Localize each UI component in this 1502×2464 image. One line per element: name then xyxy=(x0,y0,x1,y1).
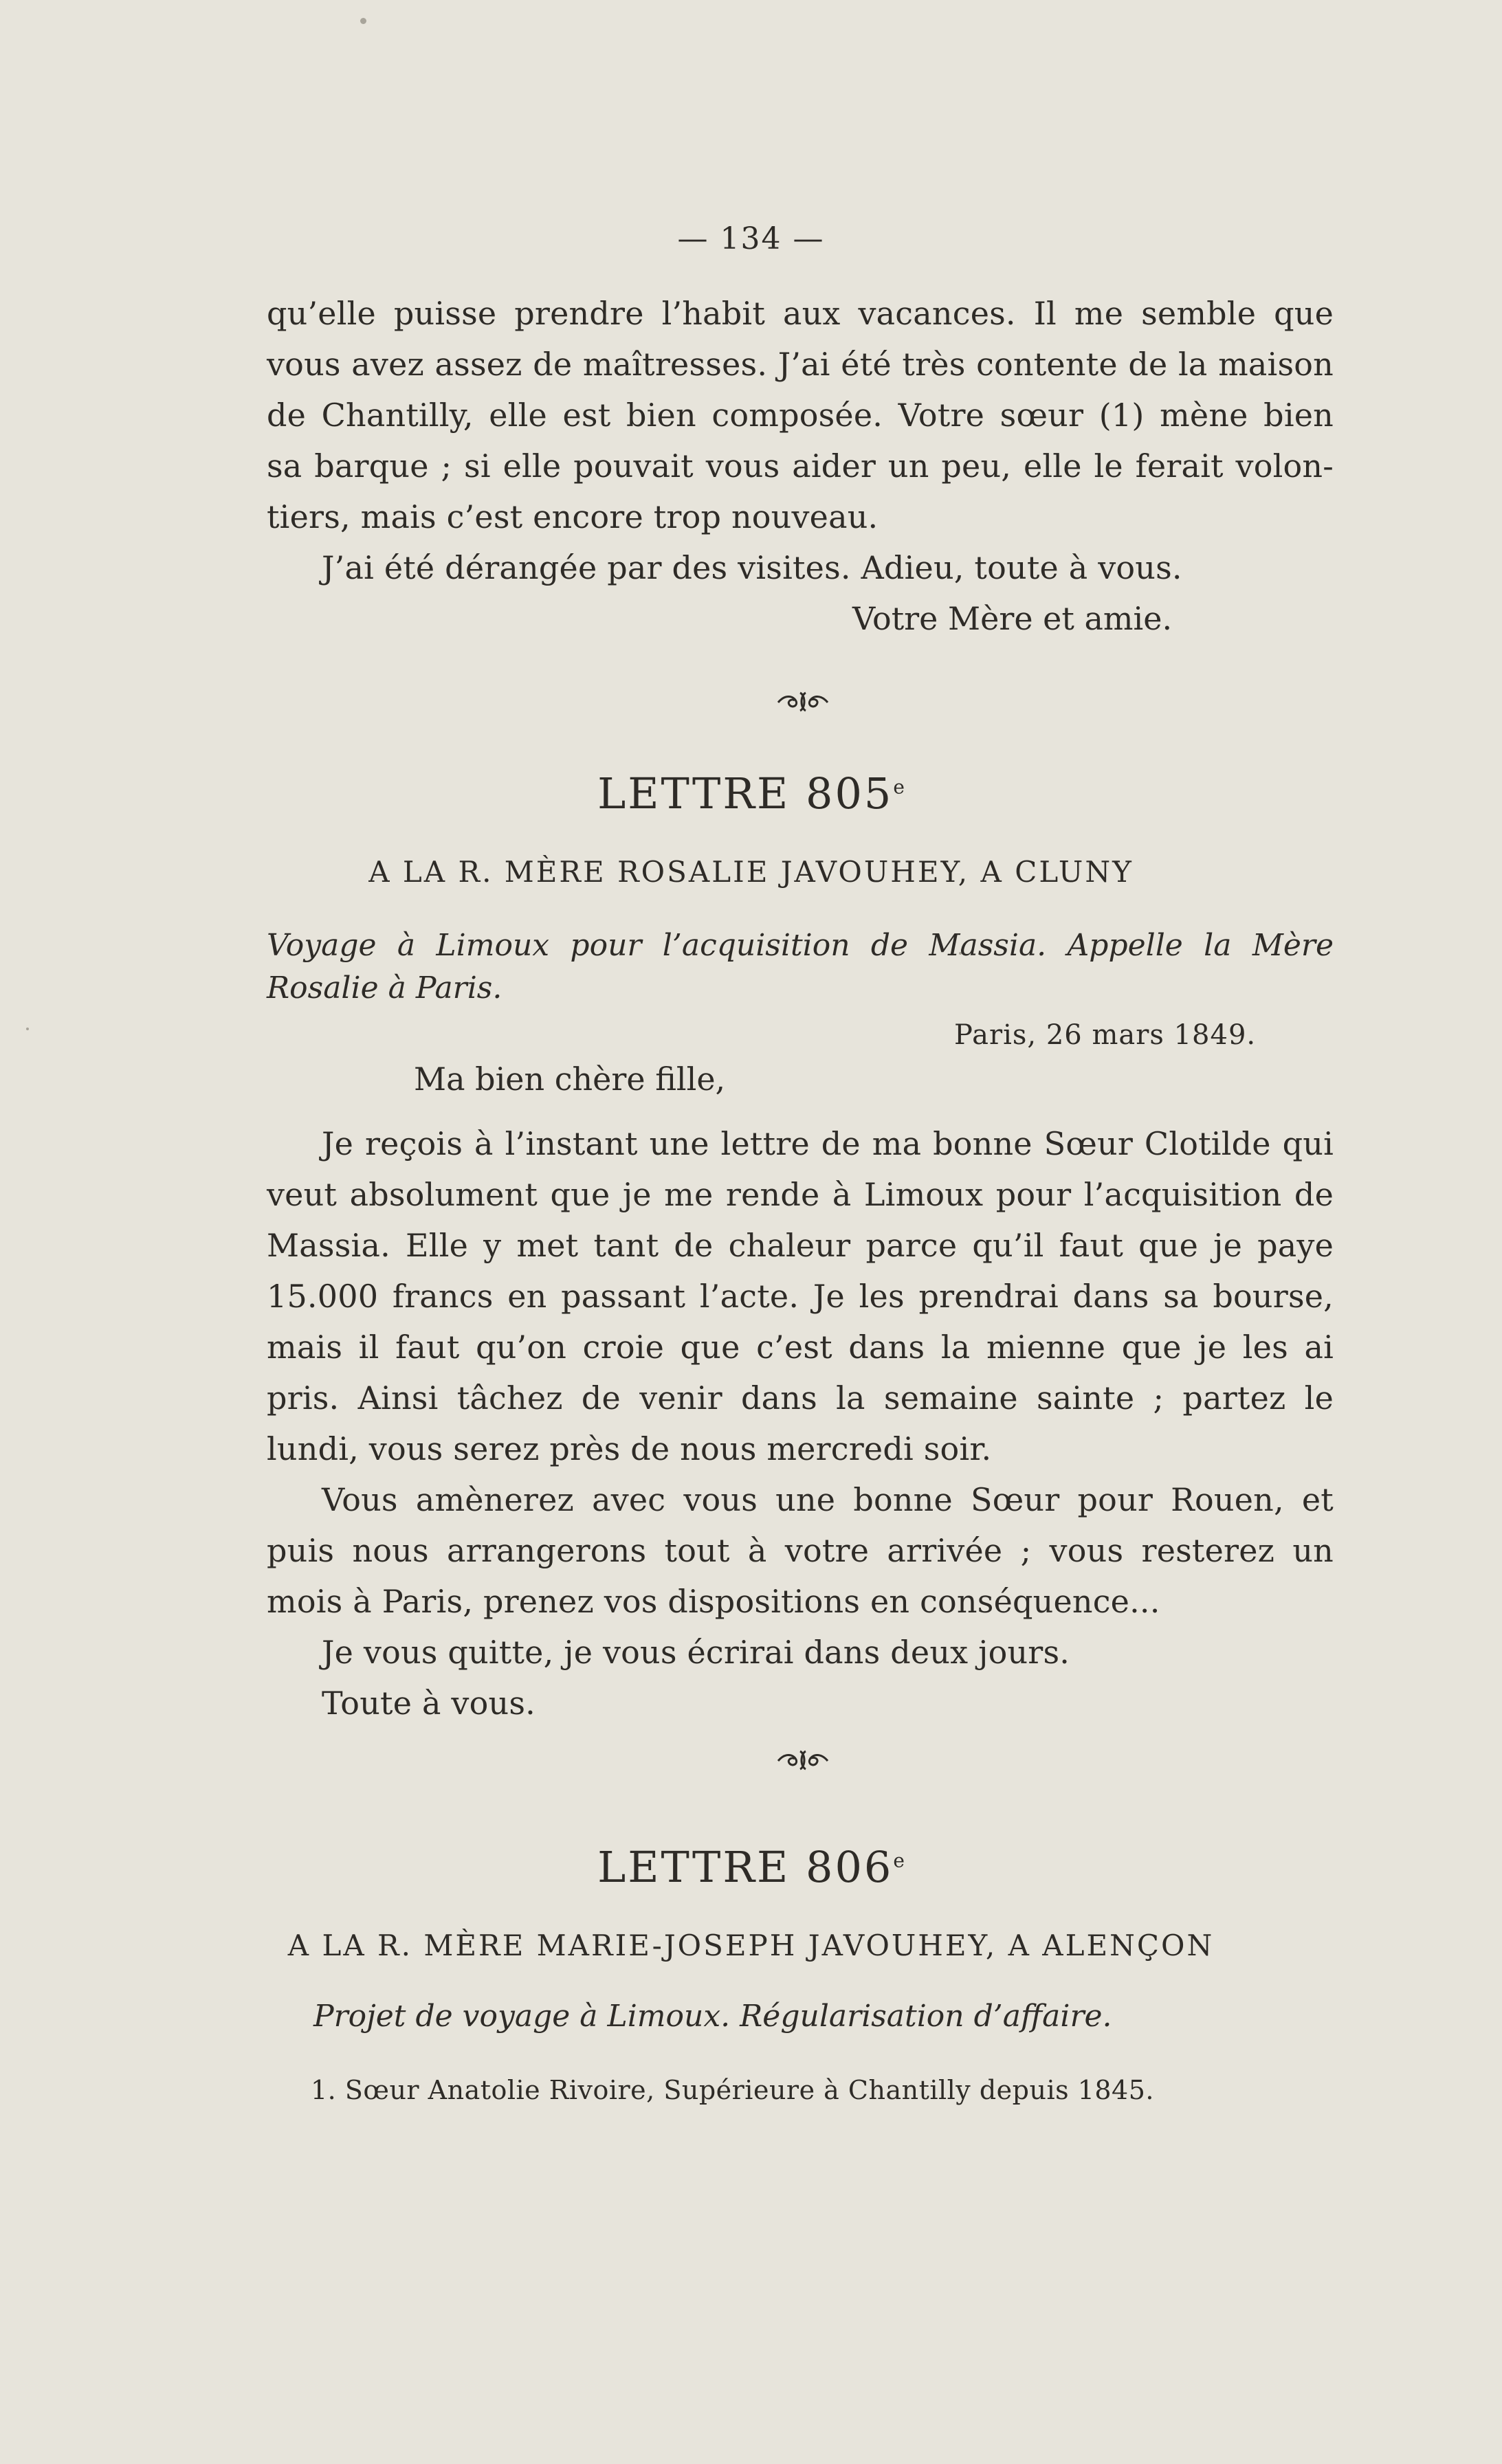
letter-805-body-line-3: Massia. Elle y met tant de chaleur parce qu’il faut que je paye xyxy=(267,1227,1334,1264)
letter-806-title xyxy=(0,1842,1502,1892)
letter-805-body-line-6: pris. Ainsi tâchez de venir dans la semaine sainte ; partez le xyxy=(267,1379,1334,1417)
letter-805-title xyxy=(0,768,1502,819)
continuation-closing-line: J’ai été dérangée par des visites. Adieu, toute à vous. xyxy=(322,549,1182,586)
letter-805-addressee: A LA R. MÈRE ROSALIE JAVOUHEY, A CLUNY xyxy=(368,855,1134,889)
page-number: — 134 — xyxy=(677,221,825,256)
letter-805-body-line-5: mais il faut qu’on croie que c’est dans la mienne que je les ai xyxy=(267,1329,1334,1366)
letter-805-body-line-11: Je vous quitte, je vous écrirai dans deux jours. xyxy=(322,1634,1070,1671)
letter-805-body-line-9: puis nous arrangerons tout à votre arrivée ; vous resterez un xyxy=(267,1532,1334,1569)
footnote: 1. Sœur Anatolie Rivoire, Supérieure à Chantilly depuis 1845. xyxy=(311,2075,1154,2105)
letter-805-body-line-12: Toute à vous. xyxy=(322,1685,535,1722)
fleuron-ornament-icon xyxy=(775,1746,830,1773)
continuation-line-1: qu’elle puisse prendre l’habit aux vacances. Il me semble que xyxy=(267,295,1334,332)
letter-806-summary: Projet de voyage à Limoux. Régularisation d’affaire. xyxy=(313,1999,1112,2034)
letter-805-dateline: Paris, 26 mars 1849. xyxy=(954,1019,1257,1051)
paper-speck xyxy=(26,1028,29,1030)
signature: Votre Mère et amie. xyxy=(852,600,1173,637)
letter-805-body-line-4: 15.000 francs en passant l’acte. Je les prendrai dans sa bourse, xyxy=(267,1278,1334,1315)
letter-805-title-text: LETTRE 805 xyxy=(597,768,894,819)
continuation-line-3: de Chantilly, elle est bien composée. Votre sœur (1) mène bien xyxy=(267,397,1334,434)
letter-805-body-line-7: lundi, vous serez près de nous mercredi soir. xyxy=(267,1430,992,1467)
letter-805-summary-line-2: Rosalie à Paris. xyxy=(267,970,502,1006)
fleuron-ornament-icon xyxy=(775,687,830,715)
letter-806-title-text: LETTRE 806 xyxy=(597,1842,894,1892)
letter-806-addressee: A LA R. MÈRE MARIE-JOSEPH JAVOUHEY, A ALENÇON xyxy=(287,1929,1215,1962)
letter-805-body-line-8: Vous amènerez avec vous une bonne Sœur pour Rouen, et xyxy=(322,1481,1334,1518)
letter-805-title-suffix: e xyxy=(893,775,905,799)
letter-805-body-line-10: mois à Paris, prenez vos dispositions en conséquence... xyxy=(267,1583,1160,1620)
letter-805-greeting: Ma bien chère fille, xyxy=(414,1061,726,1098)
continuation-line-4: sa barque ; si elle pouvait vous aider un peu, elle le ferait volon- xyxy=(267,447,1334,485)
letter-805-body-line-2: veut absolument que je me rende à Limoux pour l’acquisition de xyxy=(267,1176,1334,1213)
paper-speck xyxy=(360,18,366,24)
letter-806-title-suffix: e xyxy=(893,1849,905,1872)
continuation-line-2: vous avez assez de maîtresses. J’ai été très contente de la maison xyxy=(267,346,1334,383)
continuation-line-5: tiers, mais c’est encore trop nouveau. xyxy=(267,498,879,535)
letter-805-body-line-1: Je reçois à l’instant une lettre de ma bonne Sœur Clotilde qui xyxy=(322,1125,1334,1162)
letter-805-summary-line-1: Voyage à Limoux pour l’acquisition de Massia. Appelle la Mère xyxy=(267,928,1334,963)
